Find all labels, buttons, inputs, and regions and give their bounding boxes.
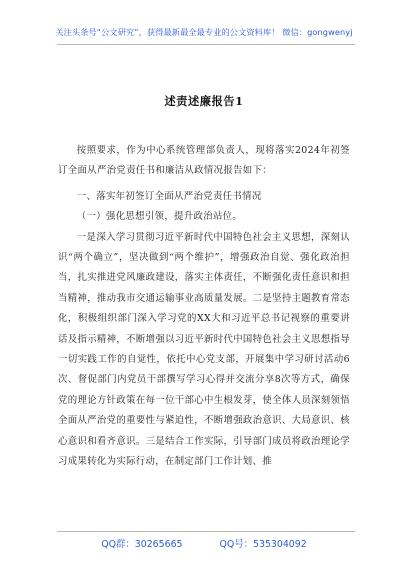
footer — [0, 536, 408, 550]
section-heading: 一、落实年初签订全面从严治党责任书情况 — [76, 190, 262, 202]
document-title: 述责述廉报告1 — [164, 94, 244, 108]
header-divider — [57, 44, 355, 45]
header-banner: 关注头条号“公文研究”，获得最新最全最专业的公文资料库！ 微信：gongwenyj — [55, 27, 353, 37]
footer-qq-group: QQ群：30265665 — [101, 539, 183, 550]
intro-paragraph: 按照要求，作为中心系统管理部负责人，现将落实2024年初签订全面从严治党责任书和廉洁从政情况报告如下： — [58, 145, 350, 177]
subsection-heading: （一）强化思想引领，提升政治站位。 — [76, 211, 243, 223]
document-body — [58, 141, 350, 473]
footer-divider — [57, 531, 355, 532]
footer-qq-number: QQ号：535304092 — [219, 539, 307, 550]
body-paragraph: 一是深入学习贯彻习近平新时代中国特色社会主义思想，深刻认识“两个确立”，坚决做到“两个维护”，增强政治自觉、强化政治担当，扎实推进党风廉政建设，落实主体责任，不断强化责任意识和担当精神，推动我市交通运输事业高质量发展。二是坚持主题教育常态化，积极组织部门深入学习党的XX大和习近平总书记视察的重要讲话及指示精神，不断增强以习近平新时代中国特色社会主义思想指导一切实践工作的自觉性，依托中心党支部，开展集中学习研讨活动6次、督促部门内党员干部撰写学习心得并交流分享8次等方式，确保党的理论方针政策在每一位干部心中生根发芽，使全体人员深刻领悟全面从严治党的重要性与紧迫性，不断增强政治意识、大局意识、核心意识和看齐意识。三是结合工作实际，引导部门成员将政治理论学习成果转化为实际行动，在制定部门工作计划、推 — [58, 231, 350, 468]
